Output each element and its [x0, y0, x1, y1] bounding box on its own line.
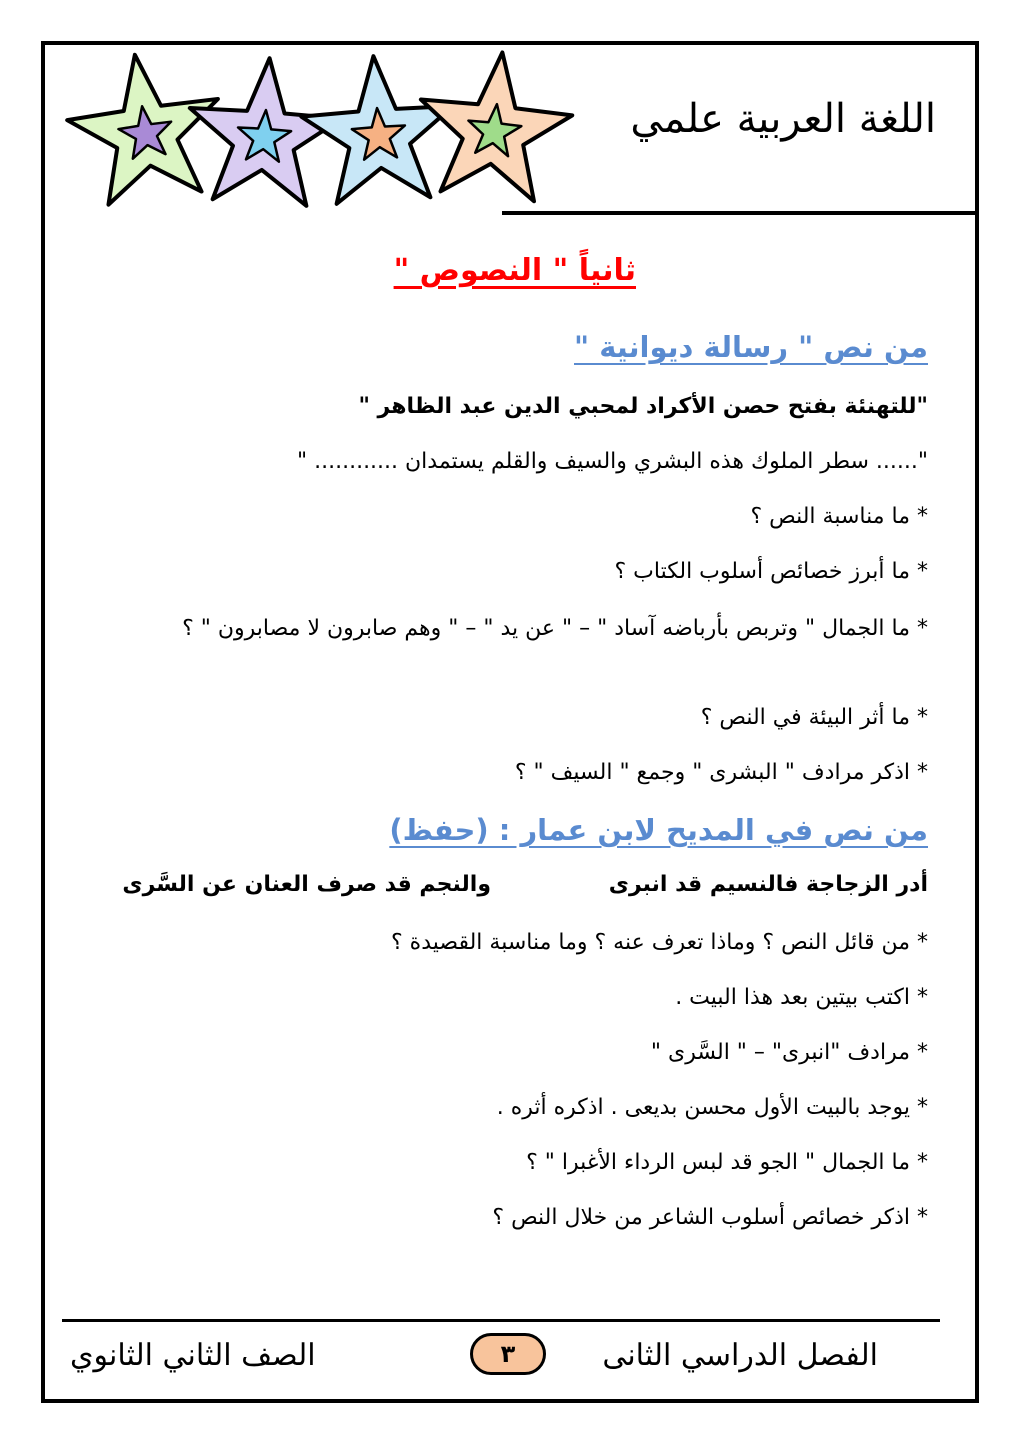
text1-quote: "...... سطر الملوك هذه البشري والسيف والقلم يستمدان ............ " — [297, 449, 928, 474]
verse-second-hemistich: والنجم قد صرف العنان عن السَّرى — [122, 872, 491, 897]
question-item: * اذكر مرادف " البشرى " وجمع " السيف " ؟ — [514, 760, 928, 785]
text2-title: من نص في المديح لابن عمار : (حفظ) — [389, 813, 928, 847]
question-item: * ما مناسبة النص ؟ — [750, 504, 928, 529]
verse-first-hemistich: أدر الزجاجة فالنسيم قد انبرى — [608, 872, 928, 897]
question-item: * اذكر خصائص أسلوب الشاعر من خلال النص ؟ — [492, 1205, 928, 1230]
question-item: * ما الجمال " الجو قد لبس الرداء الأغبرا " ؟ — [526, 1150, 928, 1175]
poem-verse — [78, 872, 928, 904]
question-item: * يوجد بالبيت الأول محسن بديعى . اذكره أثره . — [496, 1095, 928, 1120]
question-item: * ما أثر البيئة في النص ؟ — [700, 705, 928, 730]
decorative-stars — [46, 48, 576, 220]
star-orange-icon — [412, 48, 576, 204]
question-item: * من قائل النص ؟ وماذا تعرف عنه ؟ وما مناسبة القصيدة ؟ — [391, 930, 928, 955]
star-green-icon — [60, 48, 231, 209]
section-title: ثانياً " النصوص " — [393, 253, 636, 288]
footer-grade: الصف الثاني الثانوي — [70, 1338, 316, 1373]
page-number-badge: ٣ — [470, 1333, 546, 1375]
question-item: * اكتب بيتين بعد هذا البيت . — [675, 985, 928, 1010]
text1-subtitle: "للتهنئة بفتح حصن الأكراد لمحبي الدين عبد الظاهر " — [358, 394, 928, 419]
question-item: * مرادف "انبرى" – " السَّرى " — [650, 1040, 928, 1065]
footer-divider — [62, 1319, 940, 1322]
question-item: * ما أبرز خصائص أسلوب الكتاب ؟ — [614, 559, 928, 584]
subject-title: اللغة العربية علمي — [630, 96, 936, 142]
header-divider — [502, 211, 976, 215]
star-blue-icon — [298, 51, 460, 206]
footer-term: الفصل الدراسي الثانى — [602, 1338, 878, 1373]
question-item: * ما الجمال " وتربص بأرباضه آساد " – " عن يد " – " وهم صابرون لا مصابرون " ؟ — [182, 616, 928, 641]
text1-title: من نص " رسالة ديوانية " — [574, 330, 928, 364]
